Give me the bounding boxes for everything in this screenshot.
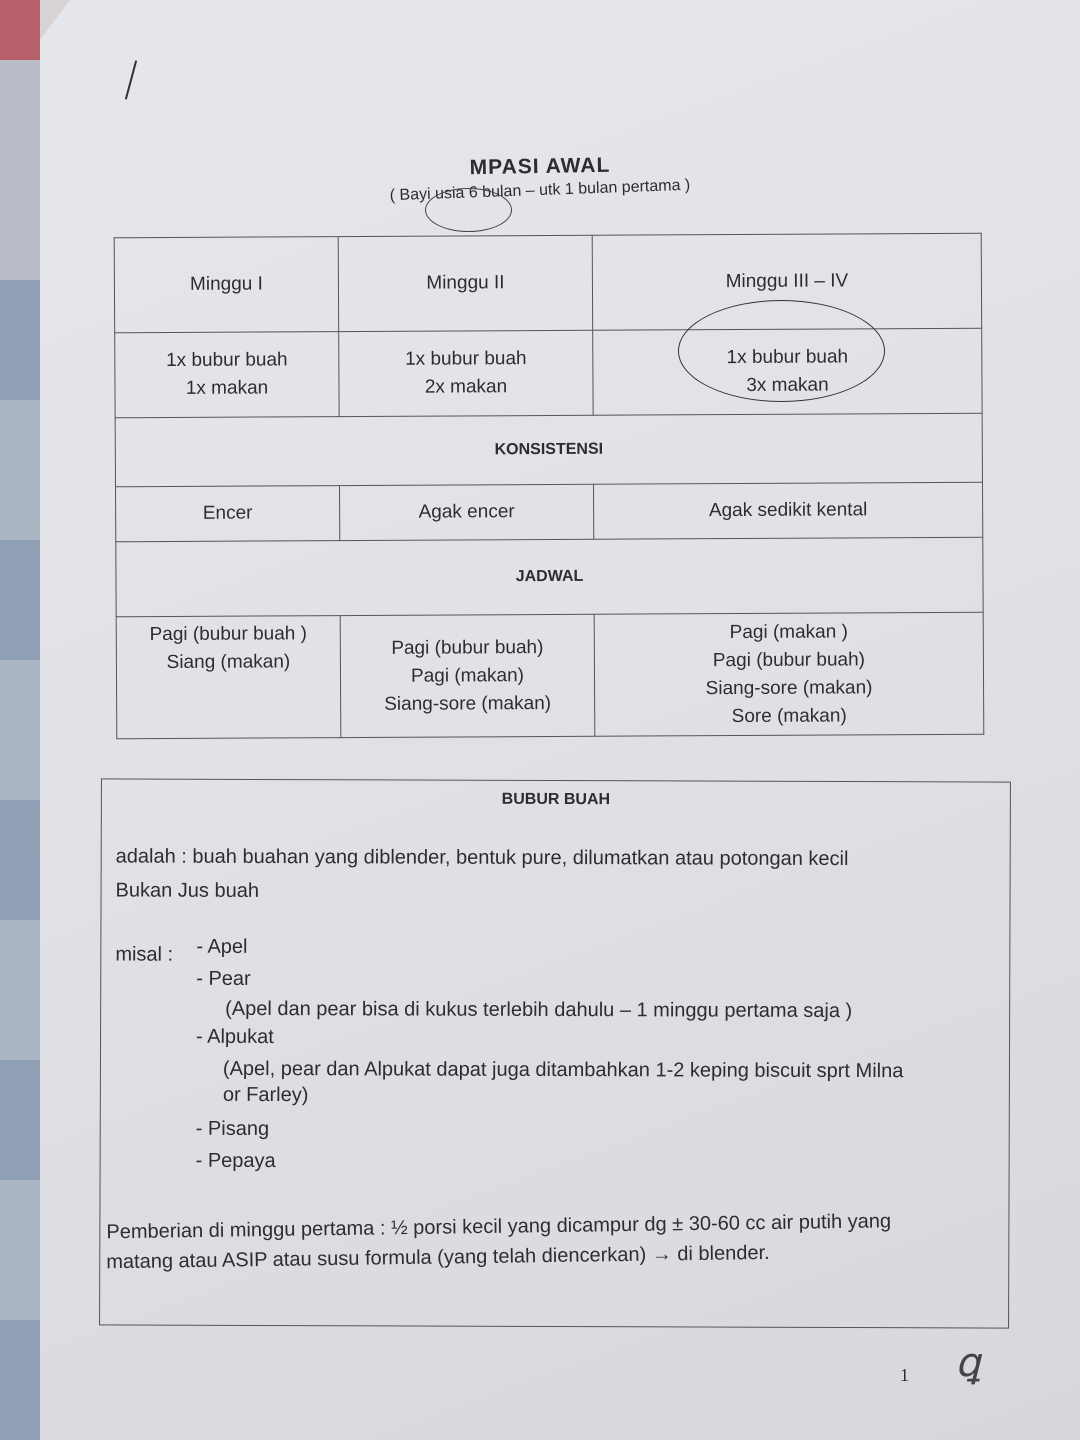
cell-line: Pagi (bubur buah): [712, 648, 866, 671]
background-folder: [0, 280, 40, 1440]
misal-label: misal :: [115, 943, 174, 966]
cell-line: 1x makan: [185, 377, 269, 399]
header-minggu-1: Minggu I: [114, 237, 338, 333]
jadwal-cell: [340, 614, 595, 737]
header-minggu-3-4: Minggu III – IV: [592, 233, 981, 330]
cell-line: Siang (makan): [166, 651, 291, 674]
konsistensi-cell: Agak sedikit kental: [593, 482, 982, 539]
instruction-text: Pemberian di minggu pertama : ½ porsi kecil yang dicampur dg ± 30-60 cc air putih yang: [106, 1210, 892, 1244]
frequency-cell: [115, 332, 339, 418]
frequency-cell: [339, 330, 593, 416]
jadwal-cell: [594, 612, 984, 736]
cell-line: Sore (makan): [731, 704, 847, 727]
bubur-buah-box: [99, 778, 1011, 1328]
note-text: Bukan Jus buah: [115, 879, 260, 902]
cell-line: 2x makan: [424, 376, 508, 398]
cell-line: Pagi (makan ): [729, 620, 848, 643]
list-item: - Pisang: [195, 1117, 270, 1141]
bubur-buah-heading: BUBUR BUAH: [501, 790, 611, 809]
list-item: - Alpukat: [196, 1025, 274, 1049]
cell-line: Pagi (bubur buah ): [149, 623, 308, 646]
document-subtitle: ( Bayi usia 6 bulan – utk 1 bulan pertama ): [389, 176, 691, 205]
section-jadwal: JADWAL: [116, 537, 983, 617]
konsistensi-cell: Encer: [115, 486, 339, 542]
cell-line: Pagi (makan): [410, 664, 525, 687]
schedule-table: [114, 233, 985, 740]
list-item: - Pepaya: [195, 1149, 276, 1173]
document-title: MPASI AWAL: [469, 153, 611, 180]
cell-line: 1x bubur buah: [166, 349, 288, 372]
instruction-text: matang atau ASIP atau susu formula (yang telah diencerkan) → di blender.: [106, 1241, 770, 1274]
cell-line: Siang-sore (makan): [384, 692, 552, 715]
cell-line: 1x bubur buah: [405, 348, 527, 370]
cell-line: 1x bubur buah: [726, 346, 849, 369]
jadwal-cell: [116, 616, 341, 739]
konsistensi-cell: Agak encer: [339, 484, 593, 540]
section-konsistensi: KONSISTENSI: [115, 413, 982, 487]
list-item: - Pear: [196, 967, 251, 990]
handwritten-circle: [678, 300, 885, 402]
header-minggu-2: Minggu II: [338, 235, 592, 331]
definition-text: adalah : buah buahan yang diblender, bentuk pure, dilumatkan atau potongan kecil: [115, 845, 849, 871]
list-note: (Apel dan pear bisa di kukus terlebih dahulu – 1 minggu pertama saja ): [225, 997, 853, 1023]
cell-line: Siang-sore (makan): [705, 676, 873, 699]
list-note: (Apel, pear dan Alpukat dapat juga ditambahkan 1-2 keping biscuit sprt Milna: [222, 1057, 904, 1083]
cell-line: Pagi (bubur buah): [391, 636, 544, 659]
list-item: - Apel: [196, 935, 248, 958]
page-number: 1: [900, 1365, 909, 1385]
handwritten-circle: [425, 188, 512, 232]
cell-line: 3x makan: [746, 374, 829, 396]
list-note: or Farley): [222, 1083, 309, 1107]
handwritten-signature: ꝗ: [955, 1340, 981, 1386]
